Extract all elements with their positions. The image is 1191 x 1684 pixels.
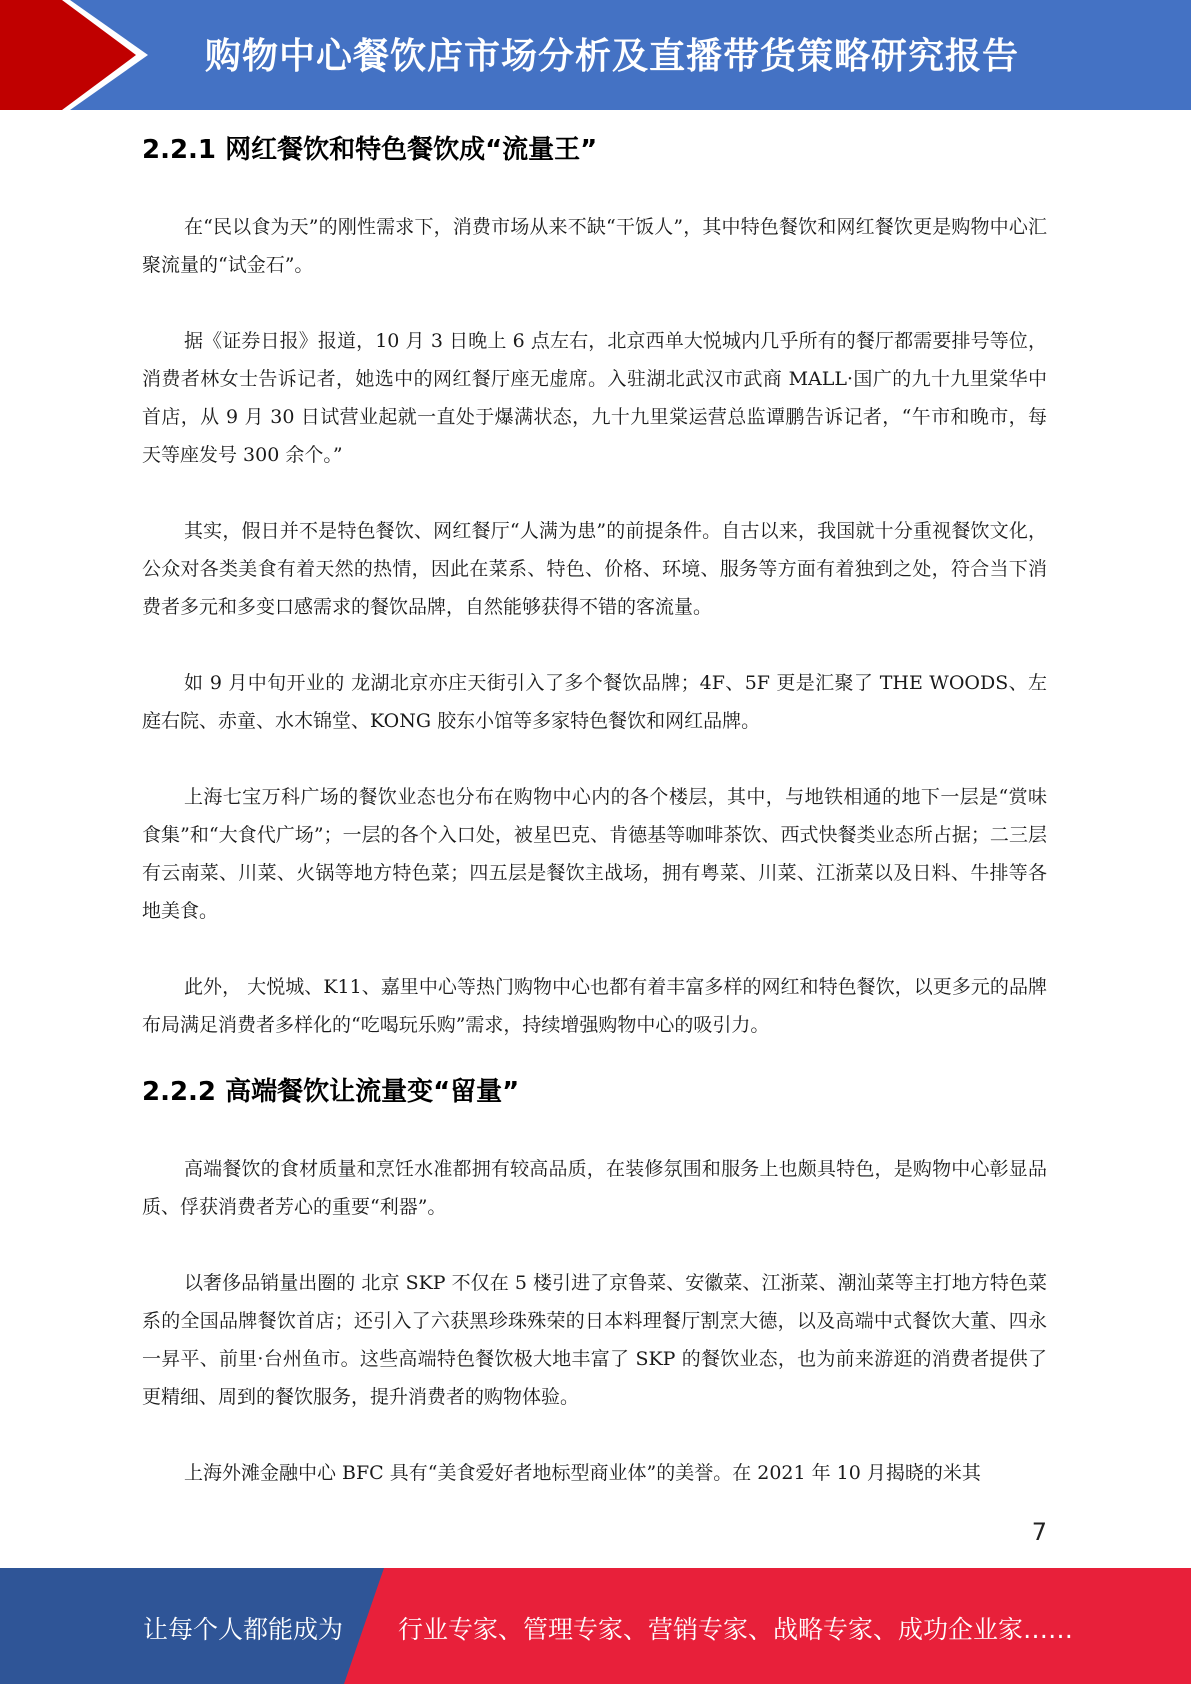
section-heading: 2.2.2 高端餐饮让流量变“留量”: [142, 1077, 520, 1107]
report-title: 购物中心餐饮店市场分析及直播带货策略研究报告: [205, 36, 1020, 77]
paragraph: 在“民以食为天”的刚性需求下，消费市场从来不缺“干饭人”，其中特色餐饮和网红餐饮更是购物中心汇聚流量的“试金石”。: [142, 216, 1047, 276]
paragraph: 其实，假日并不是特色餐饮、网红餐厅“人满为患”的前提条件。自古以来，我国就十分重视餐饮文化，公众对各类美食有着天然的热情，因此在菜系、特色、价格、环境、服务等方面有着独到之处，符合当下消费者多元和多变口感需求的餐饮品牌，自然能够获得不错的客流量。: [142, 520, 1047, 618]
paragraph: 据《证券日报》报道，10 月 3 日晚上 6 点左右，北京西单大悦城内几乎所有的餐厅都需要排号等位，消费者林女士告诉记者，她选中的网红餐厅座无虚席。入驻湖北武汉市武商 MALL·国广的九十九里棠华中首店，从 9 月 30 日试营业起就一直处于爆满状态，九十九里棠运营总监谭鹏告诉记者，“午市和晚市，每天等座发号 300 余个。”: [142, 330, 1047, 466]
section-heading: 2.2.1 网红餐饮和特色餐饮成“流量王”: [142, 135, 598, 165]
page-header: [0, 0, 1191, 110]
paragraph: 此外， 大悦城、K11、嘉里中心等热门购物中心也都有着丰富多样的网红和特色餐饮，以更多元的品牌布局满足消费者多样化的“吃喝玩乐购”需求，持续增强购物中心的吸引力。: [142, 976, 1047, 1036]
page-number: 7: [1031, 1518, 1047, 1546]
paragraph: 上海外滩金融中心 BFC 具有“美食爱好者地标型商业体”的美誉。在 2021 年 10 月揭晓的米其: [184, 1462, 981, 1484]
header-arrow-decoration: [0, 0, 160, 110]
paragraph: 高端餐饮的食材质量和烹饪水准都拥有较高品质，在装修氛围和服务上也颇具特色，是购物中心彰显品质、俘获消费者芳心的重要“利器”。: [142, 1158, 1047, 1218]
main-content: [142, 122, 1047, 1492]
footer-slogan-left: 让每个人都能成为: [143, 1615, 344, 1644]
footer-slogan-right: 行业专家、管理专家、营销专家、战略专家、成功企业家……: [398, 1615, 1074, 1644]
page-footer: [0, 1568, 1191, 1684]
paragraph: 以奢侈品销量出圈的 北京 SKP 不仅在 5 楼引进了京鲁菜、安徽菜、江浙菜、潮汕菜等主打地方特色菜系的全国品牌餐饮首店；还引入了六获黑珍珠殊荣的日本料理餐厅割烹大德，以及高端中式餐饮大董、四永一昇平、前里·台州鱼市。这些高端特色餐饮极大地丰富了 SKP 的餐饮业态，也为前来游逛的消费者提供了更精细、周到的餐饮服务，提升消费者的购物体验。: [142, 1272, 1047, 1408]
paragraph: 上海七宝万科广场的餐饮业态也分布在购物中心内的各个楼层，其中，与地铁相通的地下一层是“赏味食集”和“大食代广场”；一层的各个入口处，被星巴克、肯德基等咖啡茶饮、西式快餐类业态所占据；二三层有云南菜、川菜、火锅等地方特色菜；四五层是餐饮主战场，拥有粤菜、川菜、江浙菜以及日料、牛排等各地美食。: [142, 786, 1047, 922]
paragraph: 如 9 月中旬开业的 龙湖北京亦庄天街引入了多个餐饮品牌；4F、5F 更是汇聚了 THE WOODS、左庭右院、赤童、水木锦堂、KONG 胶东小馆等多家特色餐饮和网红品牌。: [142, 672, 1047, 732]
